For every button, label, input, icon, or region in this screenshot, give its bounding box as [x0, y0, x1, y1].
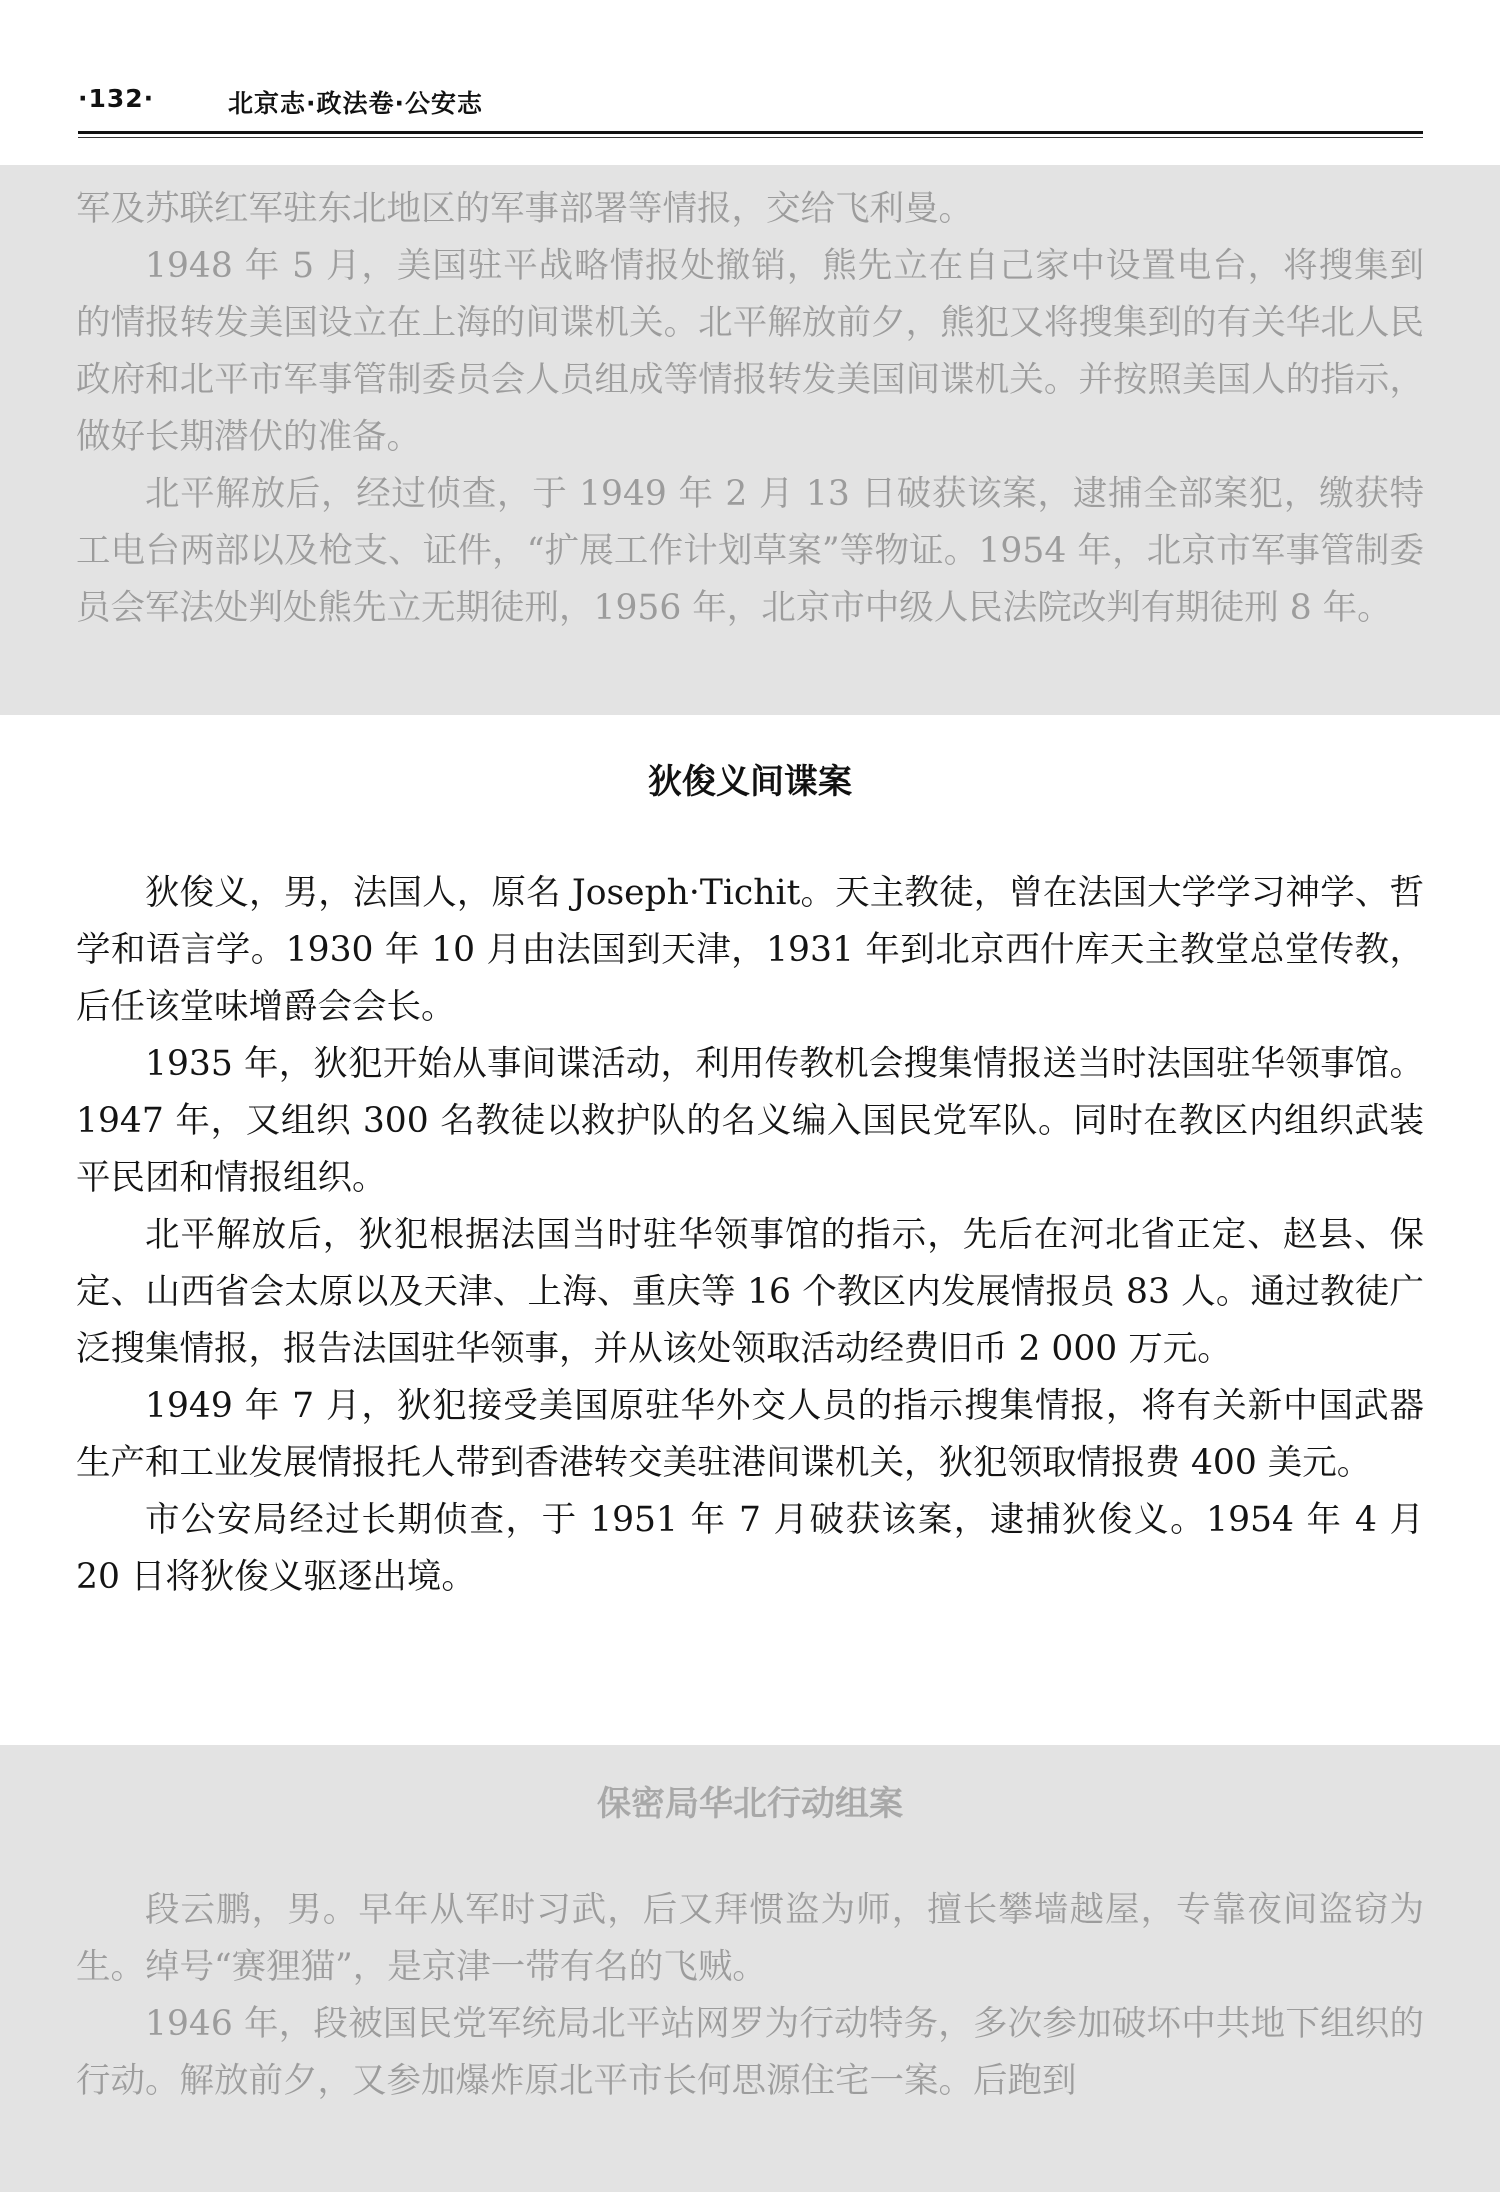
book-title: 北京志·政法卷·公安志	[228, 89, 483, 118]
previous-case-paragraph: 1948 年 5 月，美国驻平战略情报处撤销，熊先立在自己家中设置电台，将搜集到的情报转发美国设立在上海的间谍机关。北平解放前夕，熊犯又将搜集到的有关华北人民政府和北平市军事管制委员会人员组成等情报转发美国间谍机关。并按照美国人的指示，做好长期潜伏的准备。	[76, 246, 1424, 457]
main-case-paragraph: 1949 年 7 月，狄犯接受美国原驻华外交人员的指示搜集情报，将有关新中国武器生产和工业发展情报托人带到香港转交美驻港间谍机关，狄犯领取情报费 400 美元。	[76, 1386, 1424, 1483]
next-case-text	[76, 1882, 1424, 2110]
main-case-text	[76, 865, 1424, 1606]
main-case-paragraph: 市公安局经过长期侦查，于 1951 年 7 月破获该案，逮捕狄俊义。1954 年 4 月 20 日将狄俊义驱逐出境。	[76, 1500, 1424, 1597]
next-case-title: 保密局华北行动组案	[597, 1784, 903, 1824]
main-case-paragraph: 北平解放后，狄犯根据法国当时驻华领事馆的指示，先后在河北省正定、赵县、保定、山西省会太原以及天津、上海、重庆等 16 个教区内发展情报员 83 人。通过教徒广泛搜集情报，报告法国驻华领事，并从该处领取活动经费旧币 2 000 万元。	[76, 1215, 1424, 1369]
page-number: ·132·	[78, 84, 155, 113]
next-case-paragraph: 段云鹏，男。早年从军时习武，后又拜惯盗为师，擅长攀墙越屋，专靠夜间盗窃为生。绰号“赛狸猫”，是京津一带有名的飞贼。	[76, 1890, 1424, 1987]
previous-case-paragraph: 军及苏联红军驻东北地区的军事部署等情报，交给飞利曼。	[76, 189, 973, 229]
page-header	[78, 78, 1423, 126]
main-case-paragraph: 狄俊义，男，法国人，原名 Joseph·Tichit。天主教徒，曾在法国大学学习神学、哲学和语言学。1930 年 10 月由法国到天津，1931 年到北京西什库天主教堂总堂传教，后任该堂味增爵会会长。	[76, 873, 1424, 1027]
header-rule-thick	[78, 131, 1423, 134]
previous-case-text	[76, 181, 1424, 637]
header-rule-thin	[78, 137, 1423, 138]
main-case-paragraph: 1935 年，狄犯开始从事间谍活动，利用传教机会搜集情报送当时法国驻华领事馆。1947 年，又组织 300 名教徒以救护队的名义编入国民党军队。同时在教区内组织武装平民团和情报组织。	[76, 1044, 1424, 1198]
previous-case-paragraph: 北平解放后，经过侦查，于 1949 年 2 月 13 日破获该案，逮捕全部案犯，缴获特工电台两部以及枪支、证件，“扩展工作计划草案”等物证。1954 年，北京市军事管制委员会军法处判处熊先立无期徒刑，1956 年，北京市中级人民法院改判有期徒刑 8 年。	[76, 474, 1424, 628]
main-case-title: 狄俊义间谍案	[648, 762, 852, 802]
next-case-paragraph: 1946 年，段被国民党军统局北平站网罗为行动特务，多次参加破坏中共地下组织的行动。解放前夕，又参加爆炸原北平市长何思源住宅一案。后跑到	[76, 2004, 1424, 2101]
